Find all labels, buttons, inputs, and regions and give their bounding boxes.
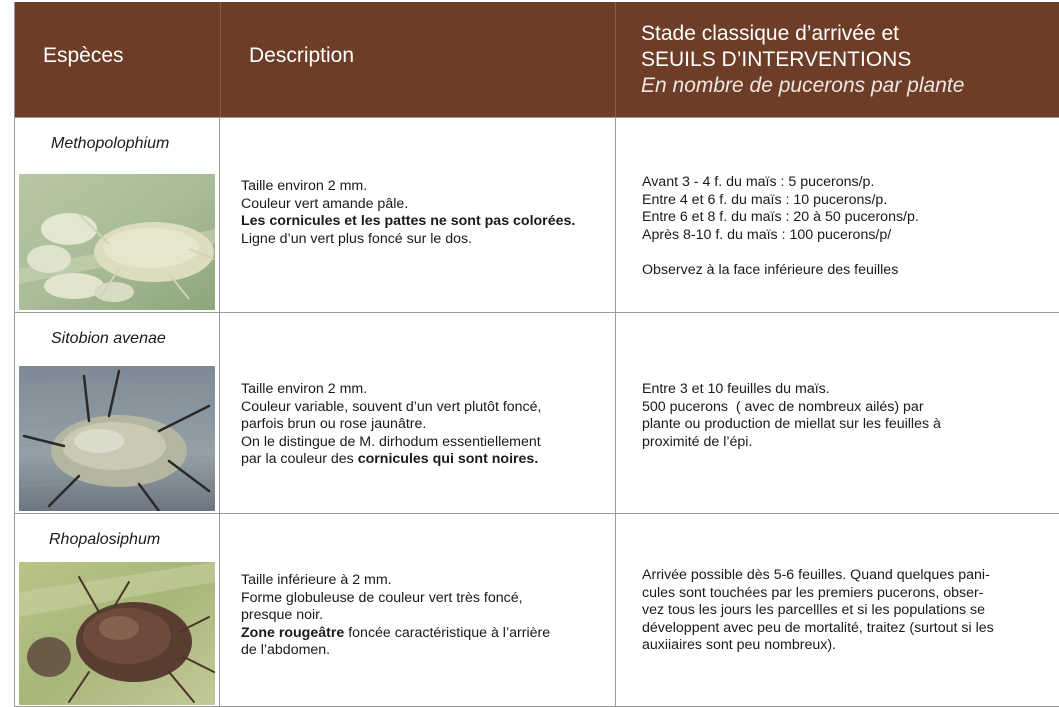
table-row (15, 312, 1059, 513)
description-line: Taille environ 2 mm. (241, 381, 368, 397)
species-cell (15, 118, 219, 312)
description-cell (219, 514, 616, 707)
species-name: Methopolophium (51, 135, 170, 152)
threshold-line: plante ou production de miellat sur les feuilles à (642, 416, 941, 432)
description-line: Couleur vert amande pâle. (241, 195, 409, 212)
description-text (241, 178, 608, 248)
threshold-line: Entre 3 et 10 feuilles du maïs. (642, 381, 830, 397)
description-line: Taille environ 2 mm. (241, 178, 368, 194)
description-line: presque noir. (241, 607, 324, 623)
species-cell (15, 313, 219, 513)
description-line: Taille inférieure à 2 mm. (241, 572, 392, 588)
table-row (15, 513, 1059, 707)
table-header (15, 2, 1059, 117)
description-line: Couleur variable, souvent d’un vert plutôt foncé, (241, 398, 542, 415)
description-line: foncée caractéristique à l’arrière (344, 624, 551, 641)
aphid-photo-rhopalosiphum (19, 562, 215, 705)
description-line-bold: Zone rougeâtre (241, 624, 345, 641)
description-text (241, 572, 608, 660)
header-threshold-line2: SEUILS D’INTERVENTIONS (641, 48, 912, 71)
species-name: Sitobion avenae (51, 330, 166, 347)
description-cell (219, 313, 616, 513)
threshold-line: vez tous les jours les parcellles et si les populations se (642, 602, 986, 618)
header-threshold-label (641, 21, 964, 99)
threshold-cell (615, 313, 1059, 513)
description-cell (219, 118, 616, 312)
header-threshold-line1: Stade classique d’arrivée et (641, 22, 899, 45)
header-species-label: Espèces (43, 44, 124, 67)
threshold-line: développent avec peu de mortalité, traitez (surtout si les (642, 619, 994, 636)
description-line: parfois brun ou rose jaunâtre. (241, 416, 427, 432)
threshold-line: proximité de l’épi. (642, 433, 753, 450)
header-description-label: Description (249, 44, 355, 67)
description-line: On le distingue de M. dirhodum essentiellement (241, 433, 541, 450)
description-line: Ligne d’un vert plus foncé sur le dos. (241, 230, 473, 247)
species-cell (15, 514, 219, 707)
threshold-cell (615, 514, 1059, 707)
threshold-line: 500 pucerons ( avec de nombreux ailés) par (642, 398, 924, 415)
description-text (241, 381, 608, 469)
description-line: par la couleur des (241, 451, 358, 467)
aphid-photo-sitobion-avenae (19, 366, 215, 511)
threshold-line: auxiiaires sont peu nombreux). (642, 637, 836, 653)
description-line-bold: Les cornicules et les pattes ne sont pas colorées. (241, 213, 576, 229)
threshold-text (642, 174, 1050, 279)
threshold-line: Avant 3 - 4 f. du maïs : 5 pucerons/p. (642, 174, 875, 190)
threshold-line: Entre 4 et 6 f. du maïs : 10 pucerons/p. (642, 191, 888, 208)
description-line: Forme globuleuse de couleur vert très foncé, (241, 589, 523, 606)
threshold-cell (615, 118, 1059, 312)
threshold-text (642, 567, 1050, 655)
threshold-line: Après 8-10 f. du maïs : 100 pucerons/p/ (642, 226, 892, 243)
aphid-photo-methopolophium (19, 174, 215, 310)
threshold-line: Arrivée possible dès 5-6 feuilles. Quand quelques pani- (642, 567, 990, 583)
threshold-line: Entre 6 et 8 f. du maïs : 20 à 50 pucerons/p. (642, 209, 919, 225)
species-name: Rhopalosiphum (49, 531, 161, 548)
threshold-line: Observez à la face inférieure des feuilles (642, 261, 899, 278)
table-row (15, 117, 1059, 312)
threshold-line: cules sont touchées par les premiers pucerons, obser- (642, 584, 984, 601)
header-species-cell (15, 2, 219, 117)
description-line: de l’abdomen. (241, 642, 331, 658)
aphid-threshold-table (14, 2, 1059, 707)
description-line-bold: cornicules qui sont noires. (357, 451, 539, 467)
header-threshold-cell (615, 2, 1059, 117)
header-threshold-subtitle: En nombre de pucerons par plante (641, 74, 965, 97)
threshold-text (642, 381, 1050, 451)
header-description-cell (220, 2, 615, 117)
